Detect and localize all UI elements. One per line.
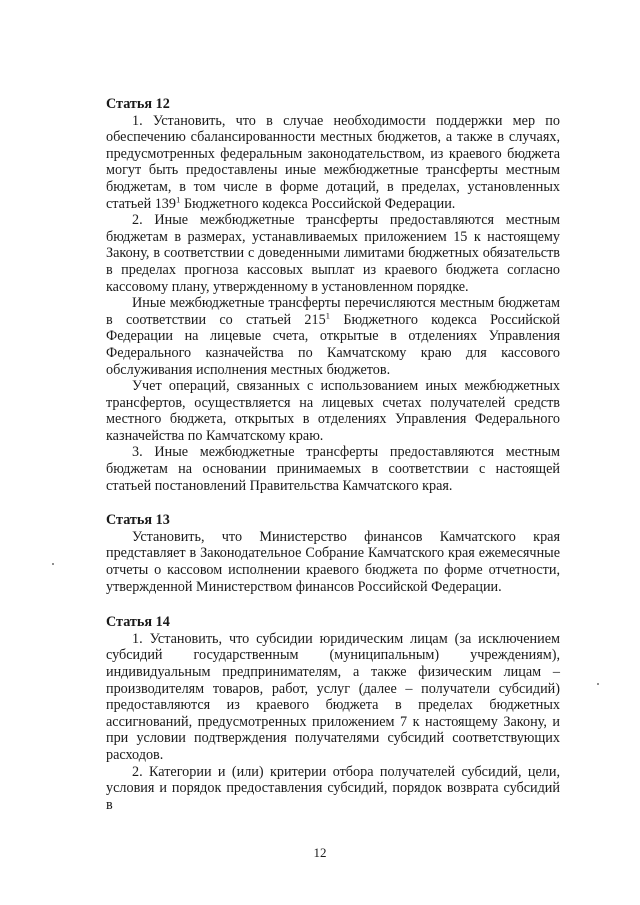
section-spacer xyxy=(106,494,560,512)
article-12-paragraph-1 xyxy=(106,113,560,213)
article-12-paragraph-4: Учет операций, связанных с использованием иных межбюджетных трансфертов, осуществляется на лицевых счетах получателей средств местного бюджета, открытых в отделениях Управления Федерального казначейства по Камчатскому краю. xyxy=(106,378,560,444)
document-body xyxy=(106,96,560,813)
section-spacer xyxy=(106,595,560,614)
article-215-superscript: 1 xyxy=(325,309,331,320)
scan-speck xyxy=(52,563,54,565)
article-14-paragraph-1: 1. Установить, что субсидии юридическим лицам (за исключением субсидий государственным (муниципальным) учреждениям), индивидуальным предпринимателям, а также физическим лицам – производителям товаров, работ, услуг (далее – получатели субсидий) предоставляются из краевого бюджета в пределах бюджетных ассигнований, предусмотренных приложением 7 к настоящему Закону, и при условии подтверждения получателями субсидий соответствующих расходов. xyxy=(106,630,560,763)
scan-speck xyxy=(597,683,599,685)
article-12-paragraph-3 xyxy=(106,295,560,378)
article-12-paragraph-5: 3. Иные межбюджетные трансферты предоставляются местным бюджетам на основании принимаемых в соответствии с настоящей статьей постановлений Правительства Камчатского края. xyxy=(106,444,560,494)
article-139-superscript: 1 xyxy=(176,193,181,204)
article-12-paragraph-3-text: Иные межбюджетные трансферты перечисляются местным бюджетам в соответствии со статьей 215 xyxy=(106,295,560,328)
article-14-paragraph-2: 2. Категории и (или) критерии отбора получателей субсидий, цели, условия и порядок предоставления субсидий, порядок возврата субсидий в xyxy=(106,763,560,813)
article-12-paragraph-1-tail: Бюджетного кодекса Российской Федерации. xyxy=(180,195,456,212)
article-13-heading: Статья 13 xyxy=(106,512,170,529)
page-number: 12 xyxy=(313,845,327,860)
article-12-paragraph-1-text: 1. Установить, что в случае необходимости поддержки мер по обеспечению сбалансированности местных бюджетов, а также в случаях, предусмотренных федеральным законодательством, из краевого бюджета могут быть предоставлены иные межбюджетные трансферты местным бюджетам, в том числе в форме дотаций, в пределах, установленных статьей 139 xyxy=(106,112,560,212)
article-12-paragraph-3-tail: Бюджетного кодекса Российской Федерации на лицевые счета, открытые в отделениях Управления Федерального казначейства по Камчатскому краю для кассового обслуживания исполнения местных бюджетов. xyxy=(106,311,560,378)
article-12-paragraph-2: 2. Иные межбюджетные трансферты предоставляются местным бюджетам в размерах, устанавливаемых приложением 15 к настоящему Закону, в соответствии с доведенными лимитами бюджетных обязательств в пределах прогноза кассовых выплат из краевого бюджета согласно кассовому плану, утвержденному в установленном порядке. xyxy=(106,212,560,295)
article-14-heading: Статья 14 xyxy=(106,614,170,631)
article-12-heading: Статья 12 xyxy=(106,96,170,112)
article-13-paragraph-1: Установить, что Министерство финансов Камчатского края представляет в Законодательное Собрание Камчатского края ежемесячные отчеты о кассовом исполнении краевого бюджета по форме отчетности, утвержденной Министерством финансов Российской Федерации. xyxy=(106,528,560,595)
